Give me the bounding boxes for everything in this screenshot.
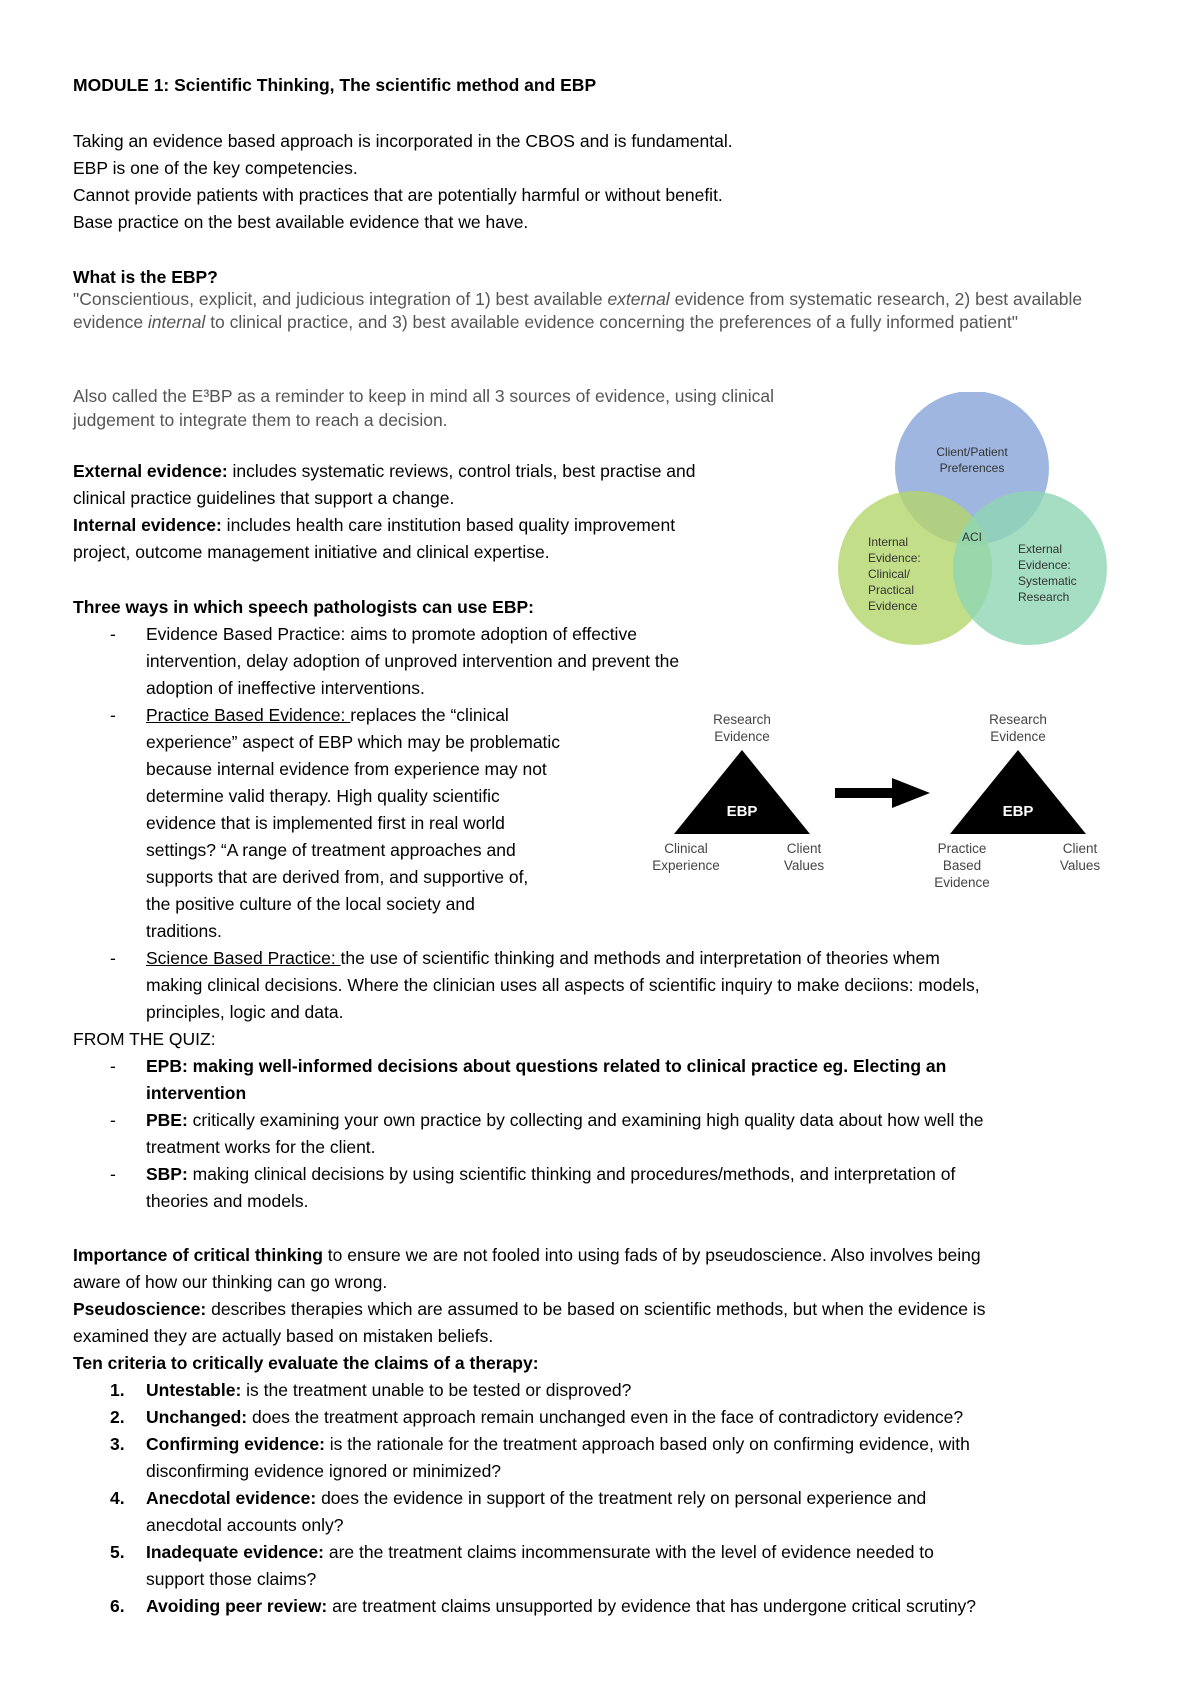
criteria-number: 5. (110, 1542, 125, 1562)
left-triangle-top-1: Research (713, 712, 771, 727)
ebp-line-2: intervention, delay adoption of unproved intervention and prevent the (146, 651, 680, 671)
criteria-item-5: Inadequate evidence: are the treatment claims incommensurate with the level of evidence needed to (146, 1542, 934, 1562)
pbe-line-1: Practice Based Evidence: replaces the “clinical (146, 705, 509, 725)
external-evidence-line: External evidence: includes systematic reviews, control trials, best practise and (73, 461, 696, 481)
criteria-number: 3. (110, 1434, 125, 1454)
criteria-item-3: Confirming evidence: is the rationale for the treatment approach based only on confirming evidence, with (146, 1434, 970, 1454)
arrow-icon (835, 778, 930, 808)
intro-line-2: EBP is one of the key competencies. (73, 158, 358, 178)
bullet-dash: - (110, 948, 116, 968)
criteria-item-5-cont: support those claims? (146, 1569, 317, 1589)
pbe-line-5: evidence that is implemented first in real world (146, 813, 505, 833)
left-triangle-bl-2: Experience (652, 858, 720, 873)
criteria-item-4: Anecdotal evidence: does the evidence in support of the treatment rely on personal experience and (146, 1488, 927, 1508)
venn-top-label-1: Client/Patient (936, 445, 1008, 459)
sbp-line-3: principles, logic and data. (146, 1002, 344, 1022)
pbe-line-3: because internal evidence from experience may not (146, 759, 547, 779)
right-triangle-bl-3: Evidence (934, 875, 990, 890)
venn-right-label-2: Evidence: (1018, 558, 1071, 572)
left-triangle-bl-1: Clinical (664, 841, 708, 856)
bullet-dash: - (110, 1164, 116, 1184)
criteria-item-3-cont: disconfirming evidence ignored or minimized? (146, 1461, 502, 1481)
ebp-definition-quote: "Conscientious, explicit, and judicious integration of 1) best available external evidence from systematic research, 2) best available evidence internal to clinical practice, and 3) best available evidence concerning the preferences of a fully informed patient" (73, 289, 1083, 332)
quiz-sbp-line-2: theories and models. (146, 1191, 309, 1211)
venn-center-label: ACI (961, 530, 983, 544)
venn-left-label-1: Internal (868, 535, 909, 549)
criteria-number: 2. (110, 1407, 125, 1427)
right-triangle-center: EBP (1002, 803, 1034, 820)
pseudoscience-line-1: Pseudoscience: describes therapies which are assumed to be based on scientific methods, but when the evidence is (73, 1299, 986, 1319)
right-triangle-top-2: Evidence (990, 729, 1046, 744)
left-triangle-br-2: Values (783, 858, 825, 873)
venn-left-label-3: Clinical/ (868, 567, 911, 581)
criteria-number: 1. (110, 1380, 125, 1400)
external-evidence-line-2: clinical practice guidelines that support a change. (73, 488, 455, 508)
bullet-dash: - (110, 624, 116, 644)
venn-right-label-3: Systematic (1018, 574, 1077, 588)
quiz-heading: FROM THE QUIZ: (73, 1029, 216, 1049)
pbe-line-4: determine valid therapy. High quality scientific (146, 786, 500, 806)
internal-evidence-line: Internal evidence: includes health care institution based quality improvement (73, 515, 676, 535)
criteria-number: 4. (110, 1488, 125, 1508)
left-triangle-top-2: Evidence (714, 729, 770, 744)
pbe-line-9: traditions. (146, 921, 222, 941)
pseudoscience-line-2: examined they are actually based on mistaken beliefs. (73, 1326, 494, 1346)
intro-line-1: Taking an evidence based approach is incorporated in the CBOS and is fundamental. (73, 131, 733, 151)
criteria-item-4-cont: anecdotal accounts only? (146, 1515, 344, 1535)
ten-criteria-heading: Ten criteria to critically evaluate the claims of a therapy: (73, 1353, 539, 1373)
three-ways-heading: Three ways in which speech pathologists can use EBP: (73, 597, 534, 617)
pbe-line-2: experience” aspect of EBP which may be problematic (146, 732, 561, 752)
critical-line-1: Importance of critical thinking to ensure we are not fooled into using fads of by pseudoscience. Also involves being (73, 1245, 981, 1265)
venn-right-label-4: Research (1018, 590, 1070, 604)
venn-diagram (830, 392, 1120, 662)
intro-line-4: Base practice on the best available evidence that we have. (73, 212, 529, 232)
bullet-dash: - (110, 705, 116, 725)
what-is-heading: What is the EBP? (73, 267, 218, 287)
venn-right-label-1: External (1018, 542, 1063, 556)
pbe-line-7: supports that are derived from, and supportive of, (146, 867, 529, 887)
quiz-epb-line-2: intervention (146, 1083, 247, 1103)
ebp-line-1: Evidence Based Practice: aims to promote adoption of effective (146, 624, 637, 644)
left-triangle-center: EBP (726, 803, 758, 820)
critical-line-2: aware of how our thinking can go wrong. (73, 1272, 388, 1292)
left-ebp-triangle (674, 750, 810, 834)
sbp-line-2: making clinical decisions. Where the clinician uses all aspects of scientific inquiry to make deciions: models, (146, 975, 980, 995)
criteria-item-1: Untestable: is the treatment unable to be tested or disproved? (146, 1380, 632, 1400)
right-triangle-br-2: Values (1059, 858, 1101, 873)
bullet-dash: - (110, 1110, 116, 1130)
right-ebp-triangle (950, 750, 1086, 834)
criteria-number: 6. (110, 1596, 125, 1616)
quiz-pbe-line-2: treatment works for the client. (146, 1137, 376, 1157)
ebp-line-3: adoption of ineffective interventions. (146, 678, 425, 698)
e3bp-note: Also called the E³BP as a reminder to keep in mind all 3 sources of evidence, using clinical judgement to integrate them to reach a decision. (73, 386, 775, 430)
right-triangle-bl-2: Based (942, 858, 982, 873)
quiz-epb-line-1: EPB: making well-informed decisions about questions related to clinical practice eg. Electing an (146, 1056, 947, 1076)
venn-left-label-2: Evidence: (868, 551, 921, 565)
pbe-line-8: the positive culture of the local society and (146, 894, 475, 914)
ebp-to-pbe-diagram (640, 708, 1120, 898)
criteria-item-2: Unchanged: does the treatment approach remain unchanged even in the face of contradictory evidence? (146, 1407, 964, 1427)
pbe-line-6: settings? “A range of treatment approaches and (146, 840, 516, 860)
right-triangle-top-1: Research (989, 712, 1047, 727)
quiz-sbp-line-1: SBP: making clinical decisions by using scientific thinking and procedures/methods, and interpretation of (146, 1164, 956, 1184)
sbp-line-1: Science Based Practice: the use of scientific thinking and methods and interpretation of theories whem (146, 948, 940, 968)
right-triangle-br-1: Client (1062, 841, 1098, 856)
quiz-pbe-line-1: PBE: critically examining your own practice by collecting and examining high quality data about how well the (146, 1110, 984, 1130)
module-title: MODULE 1: Scientific Thinking, The scientific method and EBP (73, 75, 597, 95)
left-triangle-br-1: Client (786, 841, 822, 856)
internal-evidence-line-2: project, outcome management initiative and clinical expertise. (73, 542, 550, 562)
criteria-item-6: Avoiding peer review: are treatment claims unsupported by evidence that has undergone critical scrutiny? (146, 1596, 977, 1616)
right-triangle-bl-1: Practice (937, 841, 987, 856)
bullet-dash: - (110, 1056, 116, 1076)
venn-left-label-4: Practical (868, 583, 915, 597)
intro-line-3: Cannot provide patients with practices that are potentially harmful or without benefit. (73, 185, 723, 205)
venn-top-label-2: Preferences (939, 461, 1005, 475)
venn-left-label-5: Evidence (868, 599, 918, 613)
